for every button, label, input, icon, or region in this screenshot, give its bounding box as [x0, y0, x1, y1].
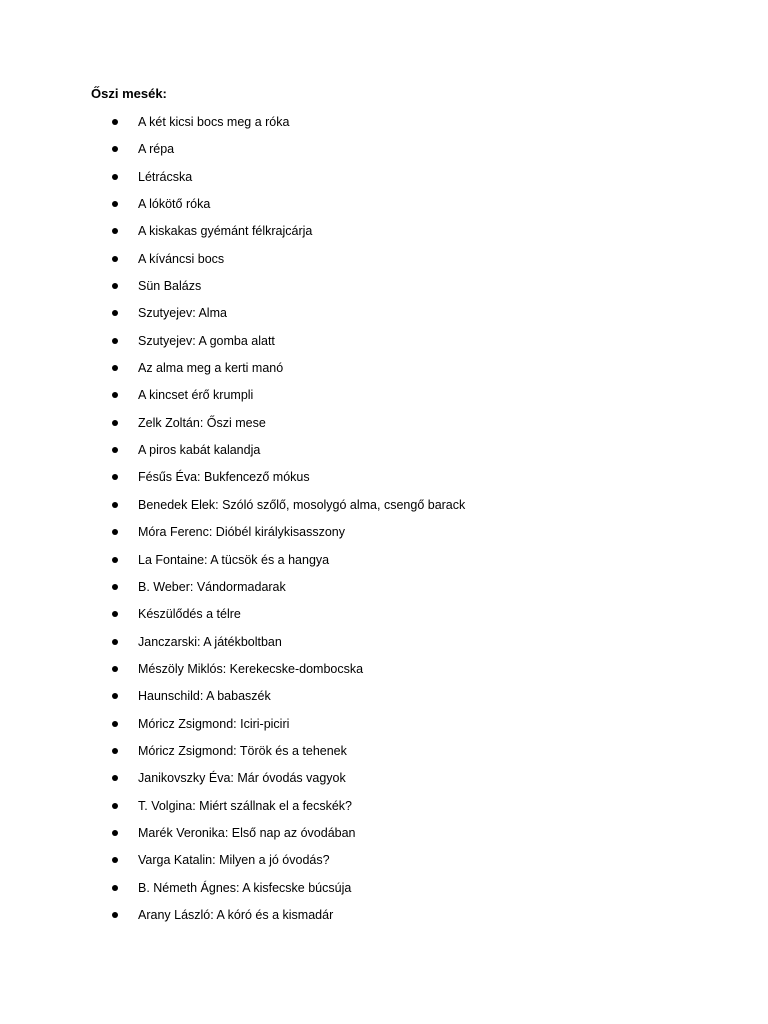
story-title: Szutyejev: A gomba alatt — [138, 333, 275, 348]
bullet-icon — [112, 611, 118, 617]
story-title: Haunschild: A babaszék — [138, 689, 271, 704]
list-item — [0, 824, 768, 851]
list-item — [0, 168, 768, 195]
bullet-icon — [112, 803, 118, 809]
story-title: A lókötő róka — [138, 197, 211, 212]
list-item — [0, 742, 768, 769]
list-item — [0, 441, 768, 468]
bullet-icon — [112, 392, 118, 398]
list-item — [0, 250, 768, 277]
page-heading: Őszi mesék: — [91, 86, 167, 101]
bullet-icon — [112, 447, 118, 453]
list-item — [0, 304, 768, 331]
story-title: Arany László: A kóró és a kismadár — [138, 907, 334, 922]
story-title: A két kicsi bocs meg a róka — [138, 115, 290, 129]
bullet-icon — [112, 721, 118, 727]
list-item — [0, 879, 768, 906]
list-item — [0, 222, 768, 249]
story-title: Fésűs Éva: Bukfencező mókus — [138, 470, 310, 485]
bullet-icon — [112, 201, 118, 207]
list-item — [0, 140, 768, 167]
story-title: Móricz Zsigmond: Török és a tehenek — [138, 743, 347, 758]
list-item — [0, 906, 768, 933]
story-title: Szutyejev: Alma — [138, 306, 227, 321]
story-title: Janikovszky Éva: Már óvodás vagyok — [138, 771, 346, 786]
bullet-icon — [112, 174, 118, 180]
bullet-icon — [112, 228, 118, 234]
bullet-icon — [112, 146, 118, 152]
bullet-icon — [112, 857, 118, 863]
story-title: Mészöly Miklós: Kerekecske-dombocska — [138, 661, 364, 676]
story-title: A piros kabát kalandja — [138, 443, 261, 458]
list-item — [0, 277, 768, 304]
bullet-icon — [112, 557, 118, 563]
bullet-icon — [112, 639, 118, 645]
bullet-icon — [112, 693, 118, 699]
list-item — [0, 605, 768, 632]
bullet-icon — [112, 748, 118, 754]
bullet-icon — [112, 584, 118, 590]
story-title: B. Németh Ágnes: A kisfecske búcsúja — [138, 880, 352, 895]
bullet-icon — [112, 310, 118, 316]
bullet-icon — [112, 502, 118, 508]
story-title: Létrácska — [138, 169, 193, 184]
story-title: Janczarski: A játékboltban — [138, 634, 282, 649]
bullet-icon — [112, 283, 118, 289]
bullet-icon — [112, 338, 118, 344]
bullet-icon — [112, 775, 118, 781]
story-title: Marék Veronika: Első nap az óvodában — [138, 825, 356, 840]
story-title: A kíváncsi bocs — [138, 251, 225, 266]
story-title: A kiskakas gyémánt félkrajcárja — [138, 224, 313, 239]
story-title: Sün Balázs — [138, 279, 202, 294]
bullet-icon — [112, 474, 118, 480]
story-title: B. Weber: Vándormadarak — [138, 579, 286, 594]
list-item — [0, 195, 768, 222]
list-item — [0, 523, 768, 550]
story-title: Zelk Zoltán: Őszi mese — [138, 415, 266, 430]
list-item — [0, 797, 768, 824]
list-item — [0, 414, 768, 441]
story-title: A kincset érő krumpli — [138, 388, 254, 403]
story-title: Varga Katalin: Milyen a jó óvodás? — [138, 853, 330, 868]
story-title: Az alma meg a kerti manó — [138, 361, 284, 376]
bullet-icon — [112, 912, 118, 918]
story-list — [0, 113, 768, 933]
bullet-icon — [112, 256, 118, 262]
story-title: Benedek Elek: Szóló szőlő, mosolygó alma, csengő barack — [138, 497, 466, 512]
bullet-icon — [112, 365, 118, 371]
list-item — [0, 633, 768, 660]
story-title: A répa — [138, 142, 175, 157]
bullet-icon — [112, 666, 118, 672]
list-item — [0, 496, 768, 523]
bullet-icon — [112, 119, 118, 125]
bullet-icon — [112, 420, 118, 426]
list-item — [0, 660, 768, 687]
story-title: Móra Ferenc: Dióbél királykisasszony — [138, 525, 346, 540]
list-item — [0, 359, 768, 386]
list-item — [0, 113, 768, 140]
list-item — [0, 468, 768, 495]
list-item — [0, 687, 768, 714]
list-item — [0, 769, 768, 796]
list-item — [0, 551, 768, 578]
bullet-icon — [112, 529, 118, 535]
list-item — [0, 715, 768, 742]
list-item — [0, 851, 768, 878]
story-title: T. Volgina: Miért szállnak el a fecskék? — [138, 798, 352, 813]
story-title: Móricz Zsigmond: Iciri-piciri — [138, 716, 290, 731]
story-title: Készülődés a télre — [138, 607, 241, 622]
bullet-icon — [112, 885, 118, 891]
list-item — [0, 578, 768, 605]
bullet-icon — [112, 830, 118, 836]
list-item — [0, 332, 768, 359]
list-item — [0, 386, 768, 413]
story-title: La Fontaine: A tücsök és a hangya — [138, 552, 330, 567]
